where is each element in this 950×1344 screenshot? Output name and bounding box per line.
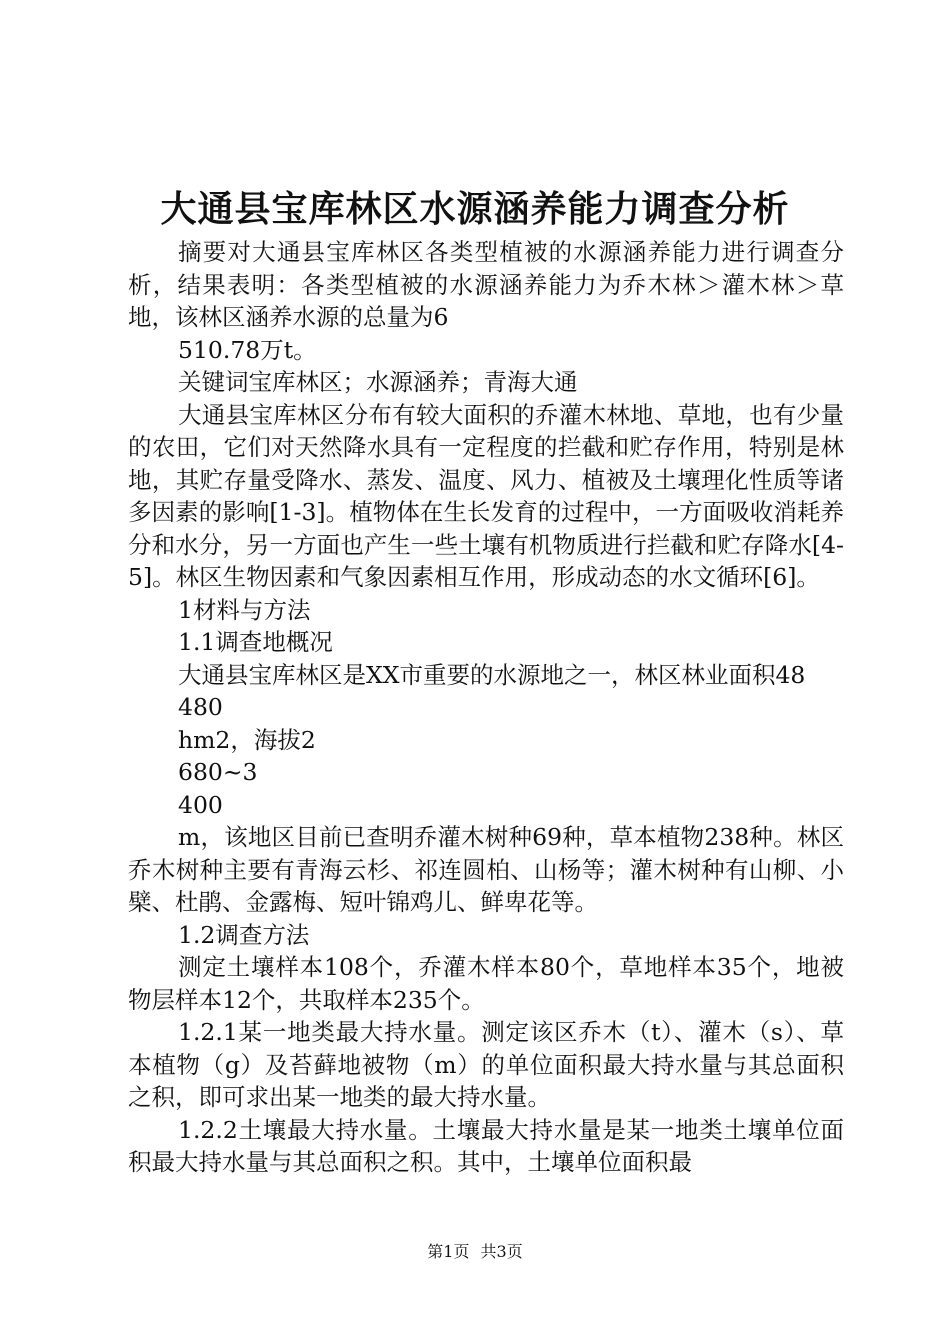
body-fragment: hm2，海拔2 bbox=[178, 725, 316, 754]
subsection-heading: 1.2调查方法 bbox=[178, 920, 310, 949]
page-footer bbox=[0, 1240, 950, 1264]
section-heading: 1材料与方法 bbox=[178, 595, 311, 624]
body-paragraph: m，该地区目前已查明乔灌木树种69种，草本植物238种。林区乔木树种主要有青海云杉、祁连圆柏、山杨等；灌木树种有山柳、小檗、杜鹃、金露梅、短叶锦鸡儿、鲜卑花等。 bbox=[128, 823, 844, 916]
body-paragraph: 1.2.2土壤最大持水量。土壤最大持水量是某一地类土壤单位面积最大持水量与其总面积之积。其中，土壤单位面积最 bbox=[128, 1115, 844, 1176]
body-fragment: 480 bbox=[178, 693, 223, 721]
body-fragment: 680~3 bbox=[178, 758, 258, 786]
abstract-total-line: 510.78万t。 bbox=[178, 335, 317, 364]
page-total: 共3页 bbox=[480, 1242, 523, 1261]
keywords-line: 关键词宝库林区；水源涵养；青海大通 bbox=[178, 368, 578, 396]
page-number: 第1页 bbox=[427, 1242, 470, 1261]
subsection-heading: 1.1调查地概况 bbox=[178, 628, 333, 656]
body-fragment: 400 bbox=[178, 790, 223, 819]
document-body bbox=[128, 236, 844, 1179]
body-paragraph: 大通县宝库林区是XX市重要的水源地之一，林区林业面积48 bbox=[178, 660, 806, 689]
body-paragraph: 测定土壤样本108个，乔灌木样本80个，草地样本35个，地被物层样本12个，共取样本235个。 bbox=[128, 953, 844, 1014]
body-paragraph: 1.2.1某一地类最大持水量。测定该区乔木（t）、灌木（s）、草本植物（g）及苔藓地被物（m）的单位面积最大持水量与其总面积之积，即可求出某一地类的最大持水量。 bbox=[128, 1018, 844, 1111]
abstract-paragraph: 摘要对大通县宝库林区各类型植被的水源涵养能力进行调查分析，结果表明：各类型植被的水源涵养能力为乔木林＞灌木林＞草地，该林区涵养水源的总量为6 bbox=[128, 238, 844, 331]
document-title: 大通县宝库林区水源涵养能力调查分析 bbox=[160, 188, 790, 230]
intro-paragraph: 大通县宝库林区分布有较大面积的乔灌木林地、草地，也有少量的农田，它们对天然降水具有一定程度的拦截和贮存作用，特别是林地，其贮存量受降水、蒸发、温度、风力、植被及土壤理化性质等诸多因素的影响[1-3]。植物体在生长发育的过程中，一方面吸收消耗养分和水分，另一方面也产生一些土壤有机物质进行拦截和贮存降水[4-5]。林区生物因素和气象因素相互作用，形成动态的水文循环[6]。 bbox=[128, 400, 844, 591]
